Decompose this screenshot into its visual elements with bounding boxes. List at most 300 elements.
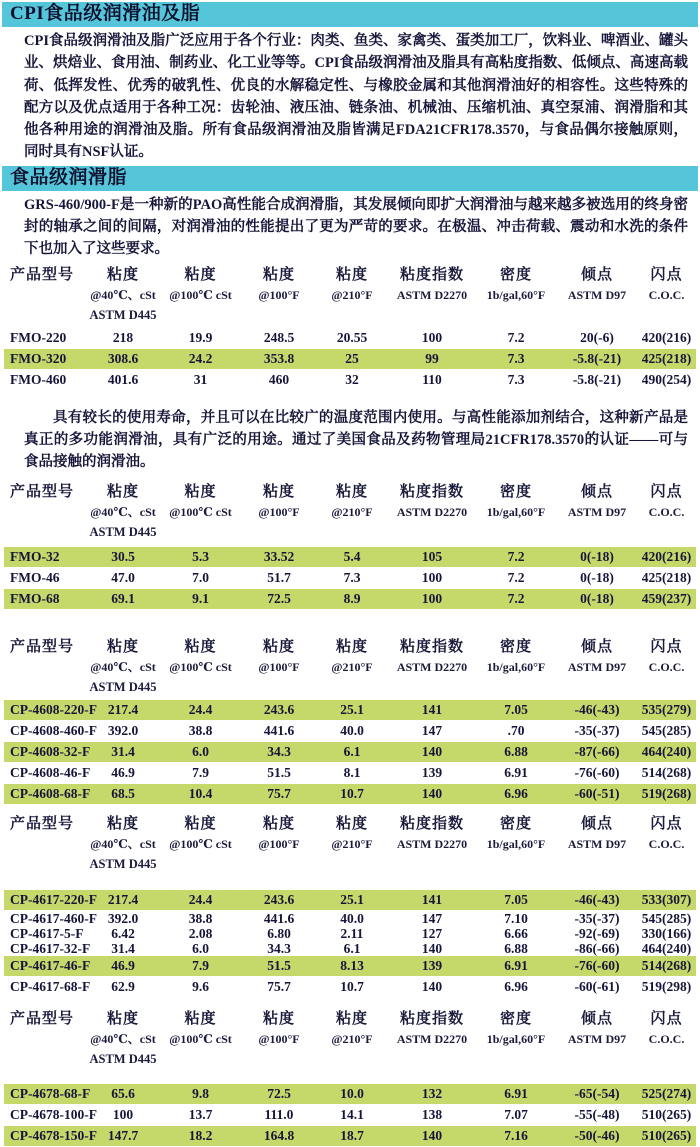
- spec-value: 243.6: [263, 891, 295, 907]
- spec-value: 138: [421, 1106, 443, 1122]
- spec-value: 38.8: [188, 722, 213, 738]
- column-header: [158, 814, 243, 872]
- spec-value: .70: [507, 722, 525, 738]
- spec-value: 7.05: [504, 701, 528, 717]
- spec-value: 100: [421, 569, 443, 585]
- column-header-line: 粘度: [184, 483, 217, 500]
- spec-value: 34.3: [267, 940, 291, 956]
- column-header-line: 密度: [499, 483, 532, 500]
- product-model: FMO-220: [10, 329, 67, 345]
- product-model: CP-4678-100-F: [10, 1106, 97, 1122]
- column-header-line: ASTM D97: [567, 504, 627, 519]
- column-header: [475, 482, 557, 540]
- table-row: [4, 742, 696, 762]
- spec-value: 525(274): [641, 1085, 692, 1101]
- spec-value: -46(-43): [574, 701, 620, 717]
- spec-value: 420(216): [641, 548, 692, 564]
- spec-value: 519(268): [641, 785, 692, 801]
- column-header-line: 密度: [499, 266, 532, 283]
- column-header-line: ASTM D2270: [396, 659, 468, 674]
- column-header-line: 1b/gal,60°F: [486, 1031, 546, 1046]
- column-header-line: 产品型号: [10, 815, 75, 832]
- column-header: [4, 265, 88, 323]
- product-model: CP-4617-5-F: [10, 925, 84, 941]
- column-header-line: 产品型号: [10, 483, 75, 500]
- spec-value: 100: [112, 1106, 134, 1122]
- spec-value: -76(-60): [574, 764, 620, 780]
- spec-value: 6.91: [504, 957, 528, 973]
- spec-value: 0(-18): [580, 569, 614, 585]
- column-header-line: 粘度: [106, 1010, 139, 1027]
- column-header-line: 粘度: [262, 266, 295, 283]
- spec-table-cp4608: [4, 637, 696, 804]
- column-header: [557, 265, 637, 323]
- column-header-line: ASTM D2270: [396, 504, 468, 519]
- column-header-line: 闪点: [650, 638, 683, 655]
- column-header: [243, 265, 315, 323]
- column-header: [4, 637, 88, 695]
- spec-value: 14.1: [340, 1106, 364, 1122]
- column-header-line: ASTM D97: [567, 659, 627, 674]
- product-model: CP-4678-68-F: [10, 1085, 91, 1101]
- column-header-line: @40℃、cSt: [90, 287, 156, 302]
- table-header-row: [4, 482, 696, 540]
- column-header-line: 粘度: [106, 266, 139, 283]
- table-row: [4, 589, 696, 609]
- spec-value: 7.3: [507, 371, 525, 387]
- column-header-line: ASTM D445: [89, 307, 157, 322]
- spec-value: -50(-46): [574, 1127, 620, 1143]
- column-header-line: @210°F: [331, 504, 373, 519]
- spec-value: 10.7: [340, 785, 364, 801]
- spec-value: 0(-18): [580, 548, 614, 564]
- spec-value: 147.7: [107, 1127, 139, 1143]
- spec-value: 25: [345, 350, 359, 366]
- column-header-line: 产品型号: [10, 1010, 75, 1027]
- product-model: CP-4617-32-F: [10, 940, 91, 956]
- spec-value: 9.6: [192, 978, 209, 994]
- column-header-line: @100℃ cSt: [169, 659, 232, 674]
- column-header-line: 1b/gal,60°F: [486, 504, 546, 519]
- column-header-line: 1b/gal,60°F: [486, 287, 546, 302]
- column-header: [637, 637, 696, 695]
- spec-value: 47.0: [111, 569, 135, 585]
- section-title-oils: CPI食品级润滑油及脂: [10, 3, 201, 24]
- product-model: CP-4617-68-F: [10, 978, 91, 994]
- spec-value: 141: [421, 891, 443, 907]
- spec-value: 6.91: [504, 764, 528, 780]
- spec-value: 401.6: [107, 371, 139, 387]
- spec-value: 441.6: [263, 722, 295, 738]
- spec-value: 51.7: [267, 569, 291, 585]
- product-model: CP-4608-46-F: [10, 764, 91, 780]
- column-header-line: @210°F: [331, 836, 373, 851]
- column-header-line: 粘度: [262, 638, 295, 655]
- spec-value: -5.8(-21): [572, 350, 622, 366]
- spec-value: 5.3: [192, 548, 209, 564]
- spec-value: 7.2: [507, 569, 525, 585]
- column-header-line: @100℃ cSt: [169, 836, 232, 851]
- column-header: [243, 482, 315, 540]
- spec-value: 353.8: [263, 350, 295, 366]
- spec-value: 6.66: [504, 925, 528, 941]
- column-header-line: @100°F: [258, 287, 300, 302]
- spec-value: 75.7: [267, 978, 291, 994]
- section-title-grease: 食品级润滑脂: [10, 166, 128, 188]
- spec-value: 6.0: [192, 940, 209, 956]
- spec-value: 464(240): [641, 940, 692, 956]
- spec-value: 392.0: [107, 910, 139, 926]
- column-header: [315, 265, 389, 323]
- section-header-oils: [2, 2, 698, 27]
- spec-value: 545(285): [641, 910, 692, 926]
- spec-value: 140: [421, 1127, 443, 1143]
- column-header-line: ASTM D2270: [396, 1031, 468, 1046]
- spec-value: 6.96: [504, 978, 528, 994]
- column-header-line: @210°F: [331, 1031, 373, 1046]
- column-header: [243, 637, 315, 695]
- spec-value: 147: [421, 722, 443, 738]
- spec-value: -60(-61): [574, 978, 620, 994]
- spec-value: -60(-51): [574, 785, 620, 801]
- spec-value: 140: [421, 785, 443, 801]
- column-header: [475, 637, 557, 695]
- spec-value: -86(-66): [574, 940, 620, 956]
- column-header-line: 闪点: [650, 1010, 683, 1027]
- product-model: CP-4608-32-F: [10, 743, 91, 759]
- column-header-line: @40℃、cSt: [90, 504, 156, 519]
- spec-value: 248.5: [263, 329, 295, 345]
- spec-value: -87(-66): [574, 743, 620, 759]
- column-header: [158, 482, 243, 540]
- product-model: CP-4608-220-F: [10, 701, 97, 717]
- product-model: FMO-32: [10, 548, 60, 564]
- column-header: [637, 482, 696, 540]
- spec-value: 18.2: [188, 1127, 213, 1143]
- spec-value: -46(-43): [574, 891, 620, 907]
- spec-value: 6.0: [192, 743, 209, 759]
- column-header-line: 产品型号: [10, 266, 75, 283]
- column-header: [88, 637, 158, 695]
- column-header: [389, 482, 475, 540]
- spec-value: 20(-6): [580, 329, 614, 345]
- spec-value: 425(218): [641, 569, 692, 585]
- table-row: [4, 890, 696, 910]
- column-header-line: ASTM D97: [567, 1031, 627, 1046]
- table-row: [4, 911, 696, 926]
- spec-value: 0(-18): [580, 590, 614, 606]
- product-model: FMO-460: [10, 371, 67, 387]
- column-header: [315, 814, 389, 872]
- column-header: [88, 814, 158, 872]
- spec-value: 18.7: [340, 1127, 364, 1143]
- column-header: [557, 637, 637, 695]
- column-header: [557, 482, 637, 540]
- spec-value: 72.5: [267, 1085, 291, 1101]
- column-header: [475, 814, 557, 872]
- column-header-line: 密度: [499, 638, 532, 655]
- spec-value: 9.1: [192, 590, 209, 606]
- spec-value: 100: [421, 329, 443, 345]
- column-header-line: 粘度指数: [399, 815, 464, 832]
- column-header: [557, 1009, 637, 1067]
- spec-value: 140: [421, 978, 443, 994]
- spec-value: 2.11: [340, 925, 364, 941]
- spec-value: 51.5: [267, 764, 291, 780]
- column-header-line: C.O.C.: [648, 1031, 685, 1046]
- column-header-line: 粘度: [262, 483, 295, 500]
- spec-value: 10.4: [188, 785, 213, 801]
- spec-value: 533(307): [641, 891, 692, 907]
- spec-value: 392.0: [107, 722, 139, 738]
- column-header-line: @100°F: [258, 504, 300, 519]
- column-header: [243, 814, 315, 872]
- column-header-line: 粘度: [184, 638, 217, 655]
- column-header-line: 粘度: [106, 483, 139, 500]
- table-row: [4, 721, 696, 741]
- spec-value: 6.96: [504, 785, 528, 801]
- column-header-line: ASTM D445: [89, 679, 157, 694]
- spec-value: 24.2: [188, 350, 213, 366]
- spec-value: 441.6: [263, 910, 295, 926]
- column-header-line: @100℃ cSt: [169, 1031, 232, 1046]
- column-header-line: 粘度: [335, 483, 368, 500]
- table-row: [4, 784, 696, 804]
- column-header-line: C.O.C.: [648, 287, 685, 302]
- spec-value: -35(-37): [574, 910, 620, 926]
- fmo-note: 具有较长的使用寿命，并且可以在比较广的温度范围内使用。与高性能添加剂结合，这种新产品是真正的多功能润滑油，具有广泛的用途。通过了美国食品及药物管理局21CFR178.3570的认证——可与食品接触的润滑油。: [24, 409, 688, 471]
- table-row: [4, 1126, 696, 1146]
- spec-value: 32: [345, 371, 359, 387]
- product-model: CP-4617-220-F: [10, 891, 97, 907]
- spec-value: 6.88: [504, 743, 528, 759]
- spec-value: 147: [421, 910, 443, 926]
- spec-value: 7.2: [507, 590, 525, 606]
- spec-value: 8.13: [340, 957, 364, 973]
- spec-value: -65(-54): [574, 1085, 620, 1101]
- spec-value: -35(-37): [574, 722, 620, 738]
- column-header-line: 粘度: [335, 638, 368, 655]
- spec-value: 72.5: [267, 590, 291, 606]
- column-header-line: C.O.C.: [648, 836, 685, 851]
- column-header-line: 1b/gal,60°F: [486, 836, 546, 851]
- spec-value: 217.4: [107, 701, 139, 717]
- spec-value: 46.9: [111, 764, 135, 780]
- column-header: [557, 814, 637, 872]
- spec-value: 68.5: [111, 785, 135, 801]
- column-header-line: 密度: [499, 815, 532, 832]
- table-row: [4, 1084, 696, 1104]
- column-header: [637, 814, 696, 872]
- column-header: [389, 814, 475, 872]
- spec-value: 10.0: [340, 1085, 364, 1101]
- product-model: CP-4608-460-F: [10, 722, 97, 738]
- spec-value: 6.1: [343, 940, 361, 956]
- spec-value: 490(254): [641, 371, 692, 387]
- table-row: [4, 926, 696, 941]
- spec-value: 9.8: [192, 1085, 209, 1101]
- spec-value: 514(268): [641, 957, 692, 973]
- spec-value: 2.08: [188, 925, 213, 941]
- spec-value: -92(-69): [574, 925, 620, 941]
- spec-value: 7.0: [192, 569, 209, 585]
- spec-value: 46.9: [111, 957, 135, 973]
- column-header: [315, 1009, 389, 1067]
- spec-value: 99: [425, 350, 439, 366]
- spec-value: 31.4: [111, 940, 135, 956]
- table-row: [4, 956, 696, 976]
- spec-table-cp4678: [4, 1009, 696, 1146]
- column-header: [4, 482, 88, 540]
- column-header-line: @210°F: [331, 287, 373, 302]
- column-header-line: 粘度: [335, 815, 368, 832]
- spec-value: 420(216): [641, 329, 692, 345]
- spec-value: 5.4: [343, 548, 361, 564]
- column-header-line: 粘度: [335, 266, 368, 283]
- column-header: [315, 482, 389, 540]
- table-row: [4, 547, 696, 567]
- column-header: [389, 1009, 475, 1067]
- spec-value: 510(265): [641, 1106, 692, 1122]
- spec-value: 7.07: [504, 1106, 528, 1122]
- table-header-row: [4, 637, 696, 695]
- column-header-line: @100°F: [258, 1031, 300, 1046]
- spec-value: 330(166): [641, 925, 692, 941]
- spec-table-cp4617: [4, 814, 696, 997]
- column-header-line: 1b/gal,60°F: [486, 659, 546, 674]
- spec-value: 545(285): [641, 722, 692, 738]
- spec-value: 7.2: [507, 329, 525, 345]
- spec-value: 217.4: [107, 891, 139, 907]
- spec-value: 8.1: [343, 764, 361, 780]
- column-header-line: ASTM D2270: [396, 836, 468, 851]
- column-header: [4, 1009, 88, 1067]
- spec-value: 6.1: [343, 743, 361, 759]
- table-row: [4, 977, 696, 997]
- section-header-grease: [2, 166, 698, 191]
- spec-value: 105: [421, 548, 443, 564]
- spec-value: 65.6: [111, 1085, 135, 1101]
- column-header: [389, 265, 475, 323]
- spec-value: 24.4: [188, 891, 213, 907]
- column-header-line: 粘度: [106, 815, 139, 832]
- column-header: [88, 265, 158, 323]
- spec-value: 132: [421, 1085, 443, 1101]
- product-model: CP-4617-460-F: [10, 910, 97, 926]
- spec-value: 218: [112, 329, 134, 345]
- spec-value: 7.9: [192, 764, 209, 780]
- column-header-line: @210°F: [331, 659, 373, 674]
- spec-value: 425(218): [641, 350, 692, 366]
- column-header-line: 粘度: [184, 266, 217, 283]
- product-model: CP-4678-150-F: [10, 1127, 97, 1143]
- spec-value: 110: [422, 371, 442, 387]
- spec-value: 100: [421, 590, 443, 606]
- table-row: [4, 370, 696, 390]
- spec-value: 6.88: [504, 940, 528, 956]
- spec-value: 7.10: [504, 910, 528, 926]
- column-header-line: 粘度: [262, 815, 295, 832]
- spec-value: 24.4: [188, 701, 213, 717]
- column-header-line: 粘度指数: [399, 266, 464, 283]
- spec-value: 243.6: [263, 701, 295, 717]
- table-header-row: [4, 814, 696, 872]
- grease-description: GRS-460/900-F是一种新的PAO高性能合成润滑脂，其发展倾向即扩大润滑油与越来越多被选用的终身密封的轴承之间的间隔，对润滑油的性能提出了更为严苛的要求。在极温、冲击荷载、震动和水洗的条件下也加入了这些要求。: [24, 196, 688, 258]
- column-header: [315, 637, 389, 695]
- spec-value: 19.9: [188, 329, 213, 345]
- column-header: [637, 1009, 696, 1067]
- spec-value: 519(298): [641, 978, 692, 994]
- table-row: [4, 763, 696, 783]
- column-header: [158, 1009, 243, 1067]
- spec-value: 141: [421, 701, 443, 717]
- column-header-line: 倾点: [580, 266, 613, 283]
- spec-value: 7.16: [504, 1127, 528, 1143]
- column-header: [389, 637, 475, 695]
- spec-value: 51.5: [267, 957, 291, 973]
- spec-value: 139: [421, 764, 443, 780]
- oils-description: CPI食品级润滑油及脂广泛应用于各个行业：肉类、鱼类、家禽类、蛋类加工厂，饮料业、啤酒业、罐头业、烘焙业、食用油、制药业、化工业等等。CPI食品级润滑油及脂具有高粘度指数、低倾点、高速高载荷、低挥发性、优秀的破乳性、优良的水解稳定性、与橡胶金属和其他润滑油好的相容性。这些特殊的配方以及优点适用于各种工况：齿轮油、液压油、链条油、机械油、压缩机油、真空泵浦、润滑脂和其他各种用途的润滑油及脂。所有食品级润滑油及脂皆满足FDA21CFR178.3570，与食品偶尔接触原则，同时具有NSF认证。: [24, 33, 688, 161]
- spec-value: 25.1: [340, 891, 364, 907]
- spec-value: 13.7: [188, 1106, 213, 1122]
- column-header: [475, 1009, 557, 1067]
- column-header-line: 倾点: [580, 483, 613, 500]
- product-model: FMO-46: [10, 569, 60, 585]
- column-header-line: 倾点: [580, 815, 613, 832]
- spec-value: 464(240): [641, 743, 692, 759]
- column-header-line: 粘度指数: [399, 483, 464, 500]
- spec-value: 7.05: [504, 891, 528, 907]
- column-header-line: @100°F: [258, 659, 300, 674]
- column-header-line: @100℃ cSt: [169, 287, 232, 302]
- column-header: [637, 265, 696, 323]
- spec-value: 140: [421, 940, 443, 956]
- column-header-line: @40℃、cSt: [90, 836, 156, 851]
- column-header-line: ASTM D445: [89, 856, 157, 871]
- spec-value: 20.55: [336, 329, 368, 345]
- spec-value: 31: [193, 371, 208, 387]
- spec-value: 127: [421, 925, 443, 941]
- spec-value: 111.0: [264, 1106, 294, 1122]
- column-header: [88, 1009, 158, 1067]
- spec-value: 40.0: [340, 722, 364, 738]
- column-header-line: 粘度: [335, 1010, 368, 1027]
- spec-value: 30.5: [111, 548, 135, 564]
- spec-value: 7.3: [343, 569, 361, 585]
- spec-value: 38.8: [188, 910, 213, 926]
- column-header-line: @40℃、cSt: [90, 1031, 156, 1046]
- column-header-line: C.O.C.: [648, 504, 685, 519]
- spec-value: 460: [268, 371, 290, 387]
- column-header-line: 倾点: [580, 638, 613, 655]
- column-header: [4, 814, 88, 872]
- spec-value: -5.8(-21): [572, 371, 622, 387]
- column-header-line: 倾点: [580, 1010, 613, 1027]
- spec-value: 34.3: [267, 743, 291, 759]
- column-header-line: ASTM D97: [567, 287, 627, 302]
- column-header-line: ASTM D445: [89, 524, 157, 539]
- spec-value: 308.6: [107, 350, 139, 366]
- column-header-line: C.O.C.: [648, 659, 685, 674]
- column-header-line: 粘度指数: [399, 1010, 464, 1027]
- spec-table-fmo-heavy: [4, 265, 696, 390]
- product-model: FMO-68: [10, 590, 60, 606]
- table-header-row: [4, 265, 696, 323]
- spec-value: 75.7: [267, 785, 291, 801]
- table-row: [4, 349, 696, 369]
- spec-value: 140: [421, 743, 443, 759]
- spec-value: 6.91: [504, 1085, 528, 1101]
